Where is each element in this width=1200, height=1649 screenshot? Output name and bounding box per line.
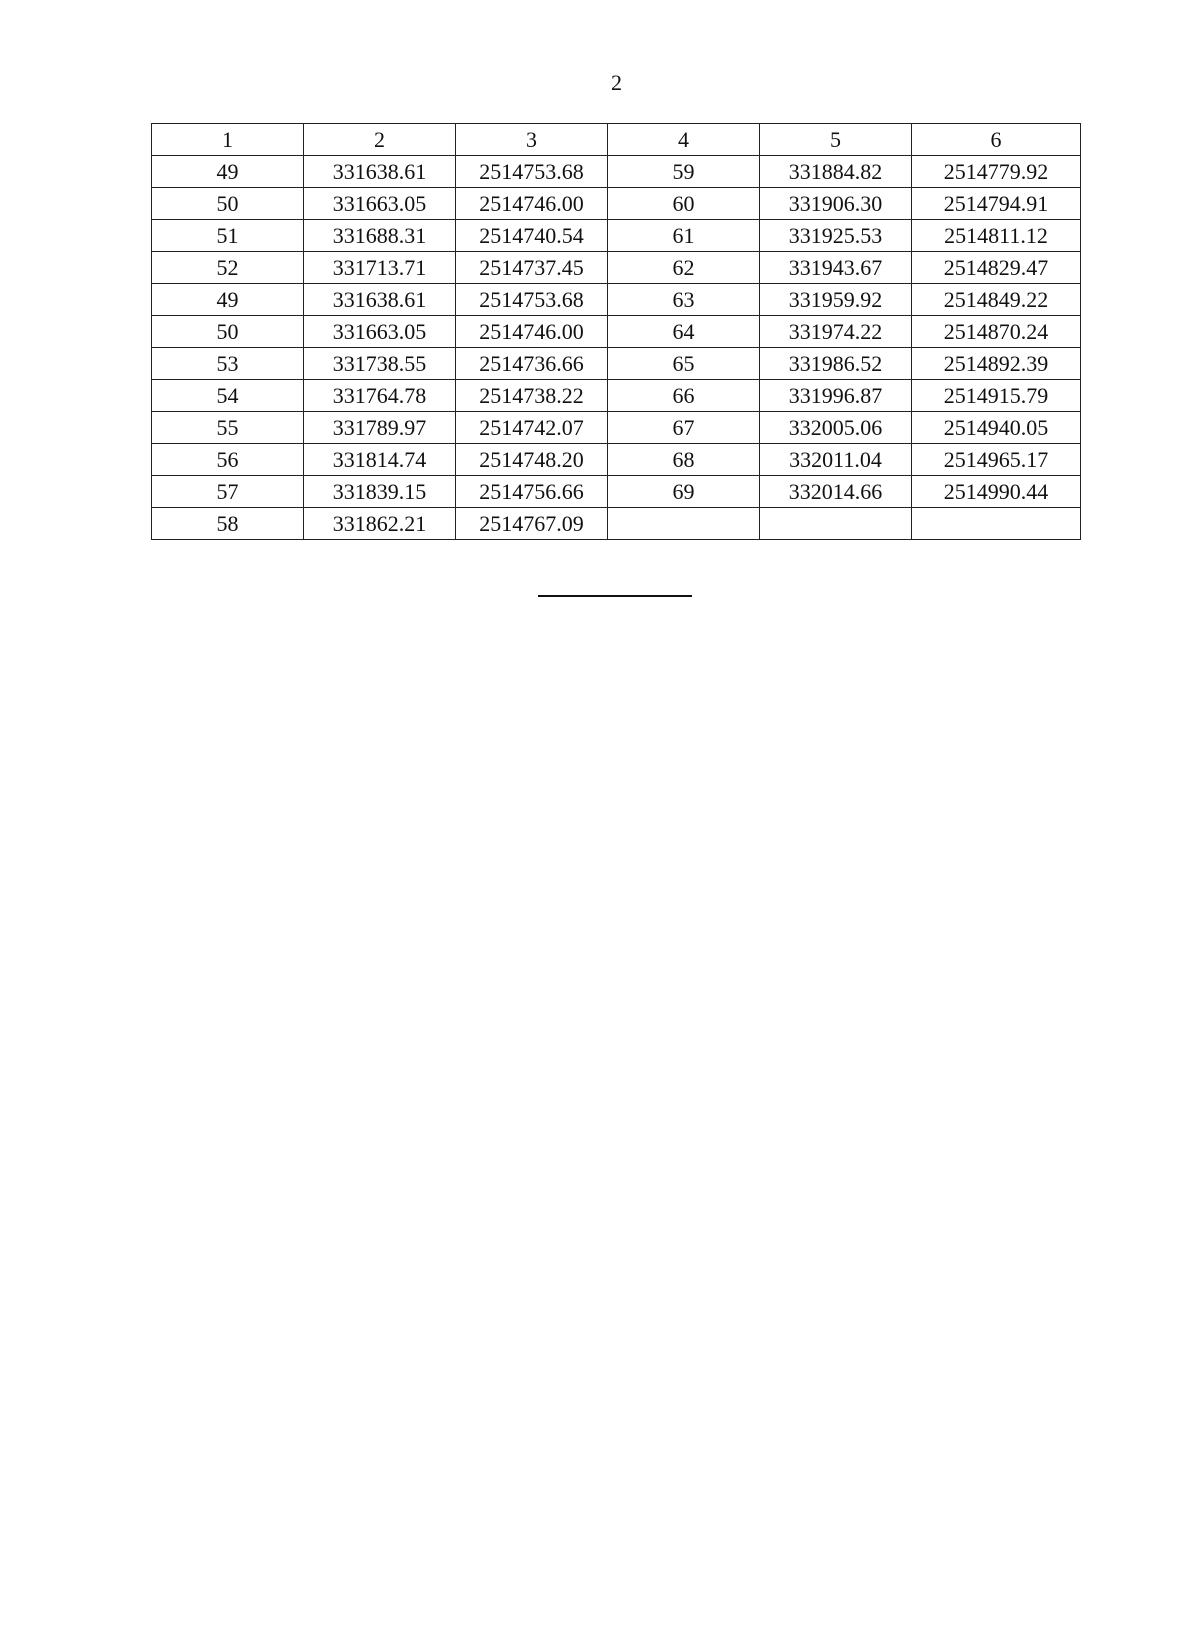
table-cell: 2514746.00	[456, 316, 608, 348]
table-cell	[760, 508, 912, 540]
table-row	[152, 348, 1081, 380]
table-cell: 50	[152, 188, 304, 220]
table-row	[152, 316, 1081, 348]
table-cell: 2514990.44	[912, 476, 1081, 508]
table-cell: 54	[152, 380, 304, 412]
table-cell: 2514740.54	[456, 220, 608, 252]
table-cell: 331996.87	[760, 380, 912, 412]
table-cell: 2514756.66	[456, 476, 608, 508]
table-cell: 56	[152, 444, 304, 476]
table-row	[152, 156, 1081, 188]
table-cell: 2514915.79	[912, 380, 1081, 412]
table-cell: 2514753.68	[456, 156, 608, 188]
table-cell: 52	[152, 252, 304, 284]
table-cell: 331663.05	[304, 188, 456, 220]
column-header: 4	[608, 124, 760, 156]
table-cell: 331986.52	[760, 348, 912, 380]
table-cell: 332014.66	[760, 476, 912, 508]
coordinates-table	[151, 123, 1081, 540]
table-cell: 2514965.17	[912, 444, 1081, 476]
table-cell: 2514849.22	[912, 284, 1081, 316]
table-cell: 331974.22	[760, 316, 912, 348]
table-cell: 50	[152, 316, 304, 348]
table-row	[152, 476, 1081, 508]
table-cell: 2514767.09	[456, 508, 608, 540]
table-cell: 60	[608, 188, 760, 220]
table-cell: 2514870.24	[912, 316, 1081, 348]
table-cell: 55	[152, 412, 304, 444]
table-cell: 331764.78	[304, 380, 456, 412]
table-cell: 2514794.91	[912, 188, 1081, 220]
table-cell: 2514753.68	[456, 284, 608, 316]
column-header: 5	[760, 124, 912, 156]
table-cell: 331959.92	[760, 284, 912, 316]
table-cell: 2514738.22	[456, 380, 608, 412]
column-header: 3	[456, 124, 608, 156]
page-number: 2	[611, 70, 622, 95]
table-cell: 65	[608, 348, 760, 380]
table-row	[152, 508, 1081, 540]
table-cell: 66	[608, 380, 760, 412]
column-header: 1	[152, 124, 304, 156]
table-cell: 58	[152, 508, 304, 540]
table-cell: 332011.04	[760, 444, 912, 476]
table-row	[152, 284, 1081, 316]
table-row	[152, 380, 1081, 412]
table-cell: 67	[608, 412, 760, 444]
table-cell: 2514742.07	[456, 412, 608, 444]
table-cell: 331789.97	[304, 412, 456, 444]
table-row	[152, 220, 1081, 252]
table-row	[152, 444, 1081, 476]
table-cell: 49	[152, 156, 304, 188]
table-cell: 63	[608, 284, 760, 316]
table-cell: 59	[608, 156, 760, 188]
table-cell: 331738.55	[304, 348, 456, 380]
table-cell: 331884.82	[760, 156, 912, 188]
table-cell: 57	[152, 476, 304, 508]
table-cell: 331862.21	[304, 508, 456, 540]
table-cell: 331943.67	[760, 252, 912, 284]
table-cell: 2514940.05	[912, 412, 1081, 444]
column-header: 6	[912, 124, 1081, 156]
table-cell: 2514737.45	[456, 252, 608, 284]
table-cell: 2514746.00	[456, 188, 608, 220]
table-cell: 61	[608, 220, 760, 252]
table-cell: 64	[608, 316, 760, 348]
table-cell: 331814.74	[304, 444, 456, 476]
table-cell: 2514779.92	[912, 156, 1081, 188]
table-cell: 331638.61	[304, 284, 456, 316]
table-cell: 331638.61	[304, 156, 456, 188]
table-cell: 2514748.20	[456, 444, 608, 476]
table-cell: 51	[152, 220, 304, 252]
table-cell: 331925.53	[760, 220, 912, 252]
table-cell: 68	[608, 444, 760, 476]
coordinates-table-body	[152, 124, 1081, 540]
table-row	[152, 412, 1081, 444]
table-cell: 49	[152, 284, 304, 316]
table-cell	[912, 508, 1081, 540]
table-cell: 331713.71	[304, 252, 456, 284]
table-cell: 2514811.12	[912, 220, 1081, 252]
table-cell: 62	[608, 252, 760, 284]
table-row	[152, 188, 1081, 220]
table-cell: 2514736.66	[456, 348, 608, 380]
table-row	[152, 252, 1081, 284]
table-cell: 53	[152, 348, 304, 380]
table-cell: 2514892.39	[912, 348, 1081, 380]
table-cell: 331688.31	[304, 220, 456, 252]
end-of-document-rule	[538, 595, 692, 597]
table-cell: 69	[608, 476, 760, 508]
table-cell: 331906.30	[760, 188, 912, 220]
table-cell: 331839.15	[304, 476, 456, 508]
table-cell: 2514829.47	[912, 252, 1081, 284]
table-cell: 331663.05	[304, 316, 456, 348]
table-header-row	[152, 124, 1081, 156]
table-cell: 332005.06	[760, 412, 912, 444]
column-header: 2	[304, 124, 456, 156]
table-cell	[608, 508, 760, 540]
